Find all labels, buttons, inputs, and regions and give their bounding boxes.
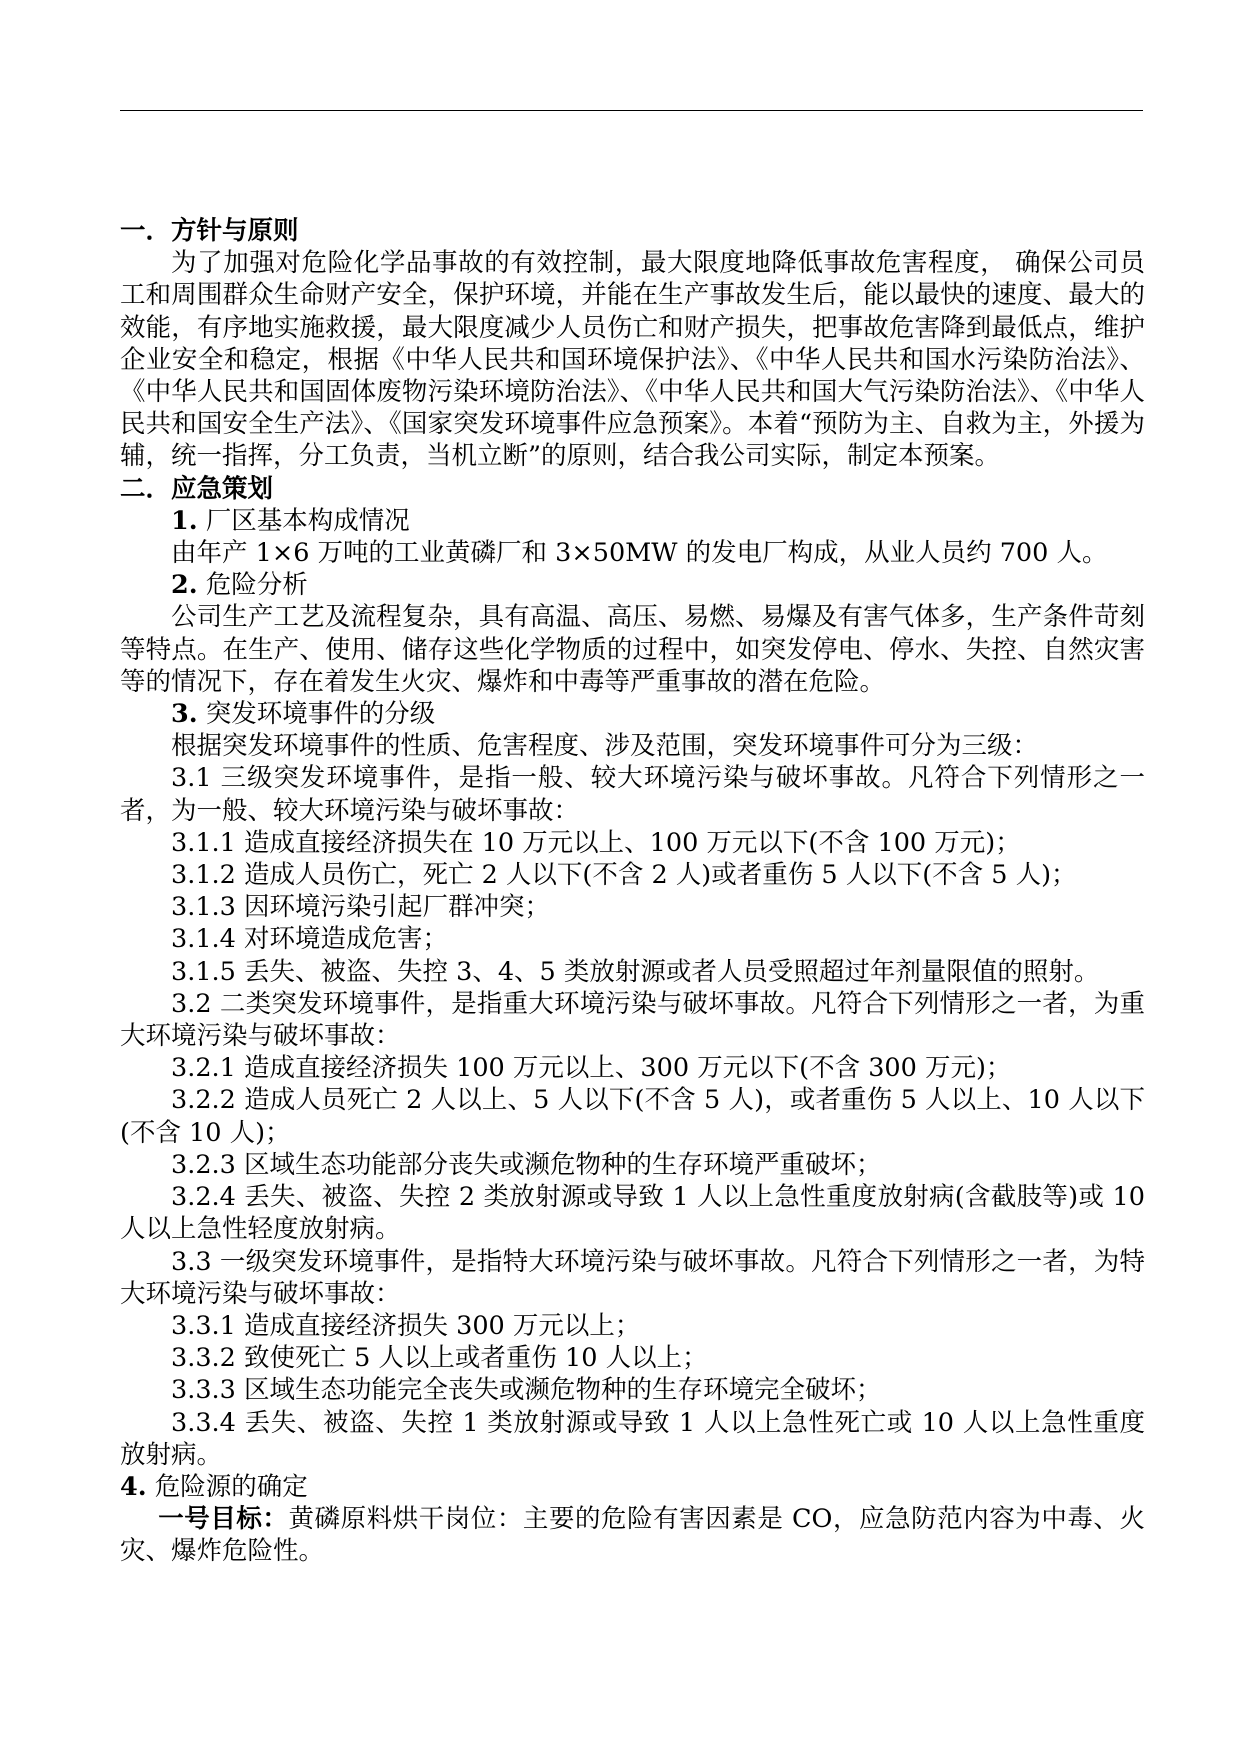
item-3-intro: 根据突发环境事件的性质、危害程度、涉及范围，突发环境事件可分为三级： [171, 731, 1039, 762]
section-4-title: 危险源的确定 [146, 1471, 308, 1502]
item-2-number: 2. [171, 570, 198, 601]
target-1-text: 黄磷原料烘干岗位：主要的危险有害因素是 CO，应急防范内容为中毒、火灾、爆炸危险性。 [120, 1504, 1145, 1567]
clause-3-2-2: 3.2.2 造成人员死亡 2 人以上、5 人以下(不含 5 人)，或者重伤 5 人以上、10 人以下(不含 10 人)； [120, 1085, 1145, 1148]
target-1-paragraph [120, 1503, 1145, 1567]
item-3-number: 3. [171, 699, 198, 730]
section-2-heading: 二．应急策划 [120, 473, 274, 504]
clause-3-3-1: 3.3.1 造成直接经济损失 300 万元以上； [171, 1310, 641, 1341]
item-1-paragraph: 由年产 1×6 万吨的工业黄磷厂和 3×50MW 的发电厂构成，从业人员约 700 人。 [171, 538, 1108, 569]
clause-3-2-1: 3.2.1 造成直接经济损失 100 万元以上、300 万元以下(不含 300 万元)； [171, 1053, 1012, 1084]
clause-3-3-3: 3.3.3 区域生态功能完全丧失或濒危物种的生存环境完全破坏； [171, 1375, 882, 1406]
section-4-number: 4. [120, 1471, 147, 1502]
clause-3-2-3: 3.2.3 区域生态功能部分丧失或濒危物种的生存环境严重破坏； [171, 1149, 882, 1180]
clause-3-1-4: 3.1.4 对环境造成危害； [171, 924, 448, 955]
clause-3-3-2: 3.3.2 致使死亡 5 人以上或者重伤 10 人以上； [171, 1343, 708, 1374]
clause-3-3-4: 3.3.4 丢失、被盗、失控 1 类放射源或导致 1 人以上急性死亡或 10 人以上急性重度放射病。 [120, 1407, 1145, 1470]
item-1-title: 厂区基本构成情况 [197, 505, 410, 536]
section-4-heading [120, 1471, 1145, 1503]
item-1-number: 1. [171, 505, 198, 536]
section-1-paragraph: 为了加强对危险化学品事故的有效控制，最大限度地降低事故危害程度， 确保公司员工和周围群众生命财产安全，保护环境，并能在生产事故发生后，能以最快的速度、最大的效能，有序地实施救援，最大限度减少人员伤亡和财产损失，把事故危害降到最低点，维护企业安全和稳定，根据《中华人民共和国环境保护法》、《中华人民共和国水污染防治法》、《中华人民共和国固体废物污染环境防治法》、《中华人民共和国大气污染防治法》、《中华人民共和国安全生产法》、《国家突发环境事件应急预案》。本着“预防为主、自救为主，外援为辅，统一指挥，分工负责，当机立断”的原则，结合我公司实际，制定本预案。 [120, 248, 1145, 472]
clause-3-2-4: 3.2.4 丢失、被盗、失控 2 类放射源或导致 1 人以上急性重度放射病(含截肢等)或 10 人以上急性轻度放射病。 [120, 1182, 1145, 1245]
clause-3-3: 3.3 一级突发环境事件，是指特大环境污染与破坏事故。凡符合下列情形之一者，为特大环境污染与破坏事故： [120, 1246, 1145, 1309]
section-1-heading: 一．方针与原则 [120, 216, 299, 246]
item-2-title: 危险分析 [197, 570, 308, 601]
clause-3-1-2: 3.1.2 造成人员伤亡，死亡 2 人以下(不含 2 人)或者重伤 5 人以下(不含 5 人)； [171, 860, 1077, 891]
item-1-heading [120, 505, 1145, 537]
clause-3-1-3: 3.1.3 因环境污染引起厂群冲突； [171, 892, 550, 923]
clause-3-1: 3.1 三级突发环境事件，是指一般、较大环境污染与破坏事故。凡符合下列情形之一者，为一般、较大环境污染与破坏事故： [120, 763, 1145, 826]
header-rule [120, 110, 1143, 111]
item-3-title: 突发环境事件的分级 [197, 699, 436, 730]
clause-3-2: 3.2 二类突发环境事件，是指重大环境污染与破坏事故。凡符合下列情形之一者，为重大环境污染与破坏事故： [120, 988, 1145, 1052]
document-body [120, 215, 1145, 1568]
clause-3-1-5: 3.1.5 丢失、被盗、失控 3、4、5 类放射源或者人员受照超过年剂量限值的照射。 [171, 956, 1100, 987]
target-1-label: 一号目标： [158, 1504, 289, 1535]
item-3-heading [120, 698, 1145, 730]
item-2-paragraph: 公司生产工艺及流程复杂，具有高温、高压、易燃、易爆及有害气体多，生产条件苛刻等特点。在生产、使用、储存这些化学物质的过程中，如突发停电、停水、失控、自然灾害等的情况下，存在着发生火灾、爆炸和中毒等严重事故的潜在危险。 [120, 602, 1145, 697]
item-2-heading [120, 569, 1145, 601]
clause-3-1-1: 3.1.1 造成直接经济损失在 10 万元以上、100 万元以下(不含 100 万元)； [171, 827, 1021, 858]
